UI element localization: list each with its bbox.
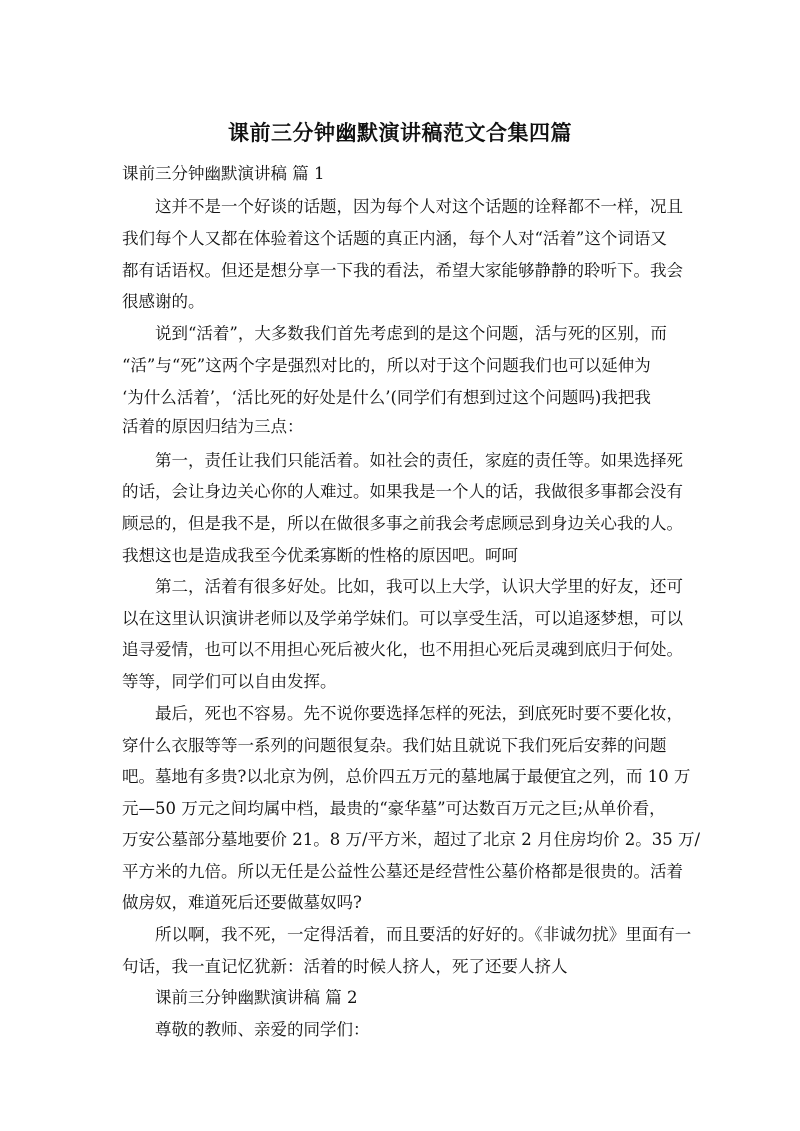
- paragraph-5-line-1: 最后，死也不容易。先不说你要选择怎样的死法，到底死时要不要化妆，: [155, 704, 683, 723]
- section-heading-1: 课前三分钟幽默演讲稿 篇 1: [122, 164, 325, 183]
- paragraph-1-line-4: 很感谢的。: [122, 292, 205, 311]
- paragraph-2-line-4: 活着的原因归结为三点：: [122, 417, 304, 436]
- paragraph-4-line-2: 以在这里认识演讲老师以及学弟学妹们。可以享受生活，可以追逐梦想，可以: [122, 609, 683, 628]
- paragraph-5-line-5: 万安公墓部分墓地要价 21。8 万/平方米，超过了北京 2 月住房均价 2。35 万/: [122, 830, 701, 849]
- salutation: 尊敬的教师、亲爱的同学们：: [155, 1020, 370, 1039]
- paragraph-5-line-4: 元—50 万元之间均属中档，最贵的“豪华墓”可达数百万元之巨;从单价看，: [122, 799, 666, 818]
- paragraph-4-line-3: 追寻爱情，也可以不用担心死后被火化，也不用担心死后灵魂到底归于何处。: [122, 640, 683, 659]
- paragraph-1-line-3: 都有话语权。但还是想分享一下我的看法，希望大家能够静静的聆听下。我会: [122, 261, 683, 280]
- paragraph-3-line-4: 我想这也是造成我至今优柔寡断的性格的原因吧。呵呵: [122, 546, 518, 565]
- section-heading-2: 课前三分钟幽默演讲稿 篇 2: [155, 988, 358, 1007]
- paragraph-6-line-1: 所以啊，我不死，一定得活着，而且要活的好好的。《非诚勿扰》里面有一: [155, 925, 692, 944]
- paragraph-5-line-7: 做房奴，难道死后还要做墓奴吗?: [122, 893, 362, 912]
- paragraph-6-line-2: 句话，我一直记忆犹新：活着的时候人挤人，死了还要人挤人: [122, 957, 568, 976]
- paragraph-3-line-1: 第一，责任让我们只能活着。如社会的责任，家庭的责任等。如果选择死: [155, 451, 683, 470]
- paragraph-5-line-2: 穿什么衣服等等一系列的问题很复杂。我们姑且就说下我们死后安葬的问题: [122, 736, 667, 755]
- paragraph-3-line-2: 的话，会让身边关心你的人难过。如果我是一个人的话，我做很多事都会没有: [122, 482, 683, 501]
- paragraph-3-line-3: 顾忌的，但是我不是，所以在做很多事之前我会考虑顾忌到身边关心我的人。: [122, 514, 683, 533]
- paragraph-1-line-2: 我们每个人又都在体验着这个话题的真正内涵，每个人对“活着”这个词语又: [122, 229, 667, 248]
- paragraph-4-line-4: 等等，同学们可以自由发挥。: [122, 672, 337, 691]
- paragraph-4-line-1: 第二，活着有很多好处。比如，我可以上大学，认识大学里的好友，还可: [155, 577, 683, 596]
- paragraph-5-line-3: 吧。墓地有多贵?以北京为例，总价四五万元的墓地属于最便宜之列，而 10 万: [122, 767, 691, 786]
- paragraph-1-line-1: 这并不是一个好谈的话题，因为每个人对这个话题的诠释都不一样，况且: [155, 197, 683, 216]
- paragraph-5-line-6: 平方米的九倍。所以无任是公益性公墓还是经营性公墓价格都是很贵的。活着: [122, 862, 683, 881]
- document-title: 课前三分钟幽默演讲稿范文合集四篇: [228, 121, 572, 145]
- paragraph-2-line-1: 说到“活着”，大多数我们首先考虑到的是这个问题，活与死的区别，而: [155, 324, 667, 343]
- paragraph-2-line-2: “活”与“死”这两个字是强烈对比的，所以对于这个问题我们也可以延伸为: [122, 356, 651, 375]
- paragraph-2-line-3: ‘为什么活着’，‘活比死的好处是什么’(同学们有想到过这个问题吗)我把我: [122, 388, 651, 407]
